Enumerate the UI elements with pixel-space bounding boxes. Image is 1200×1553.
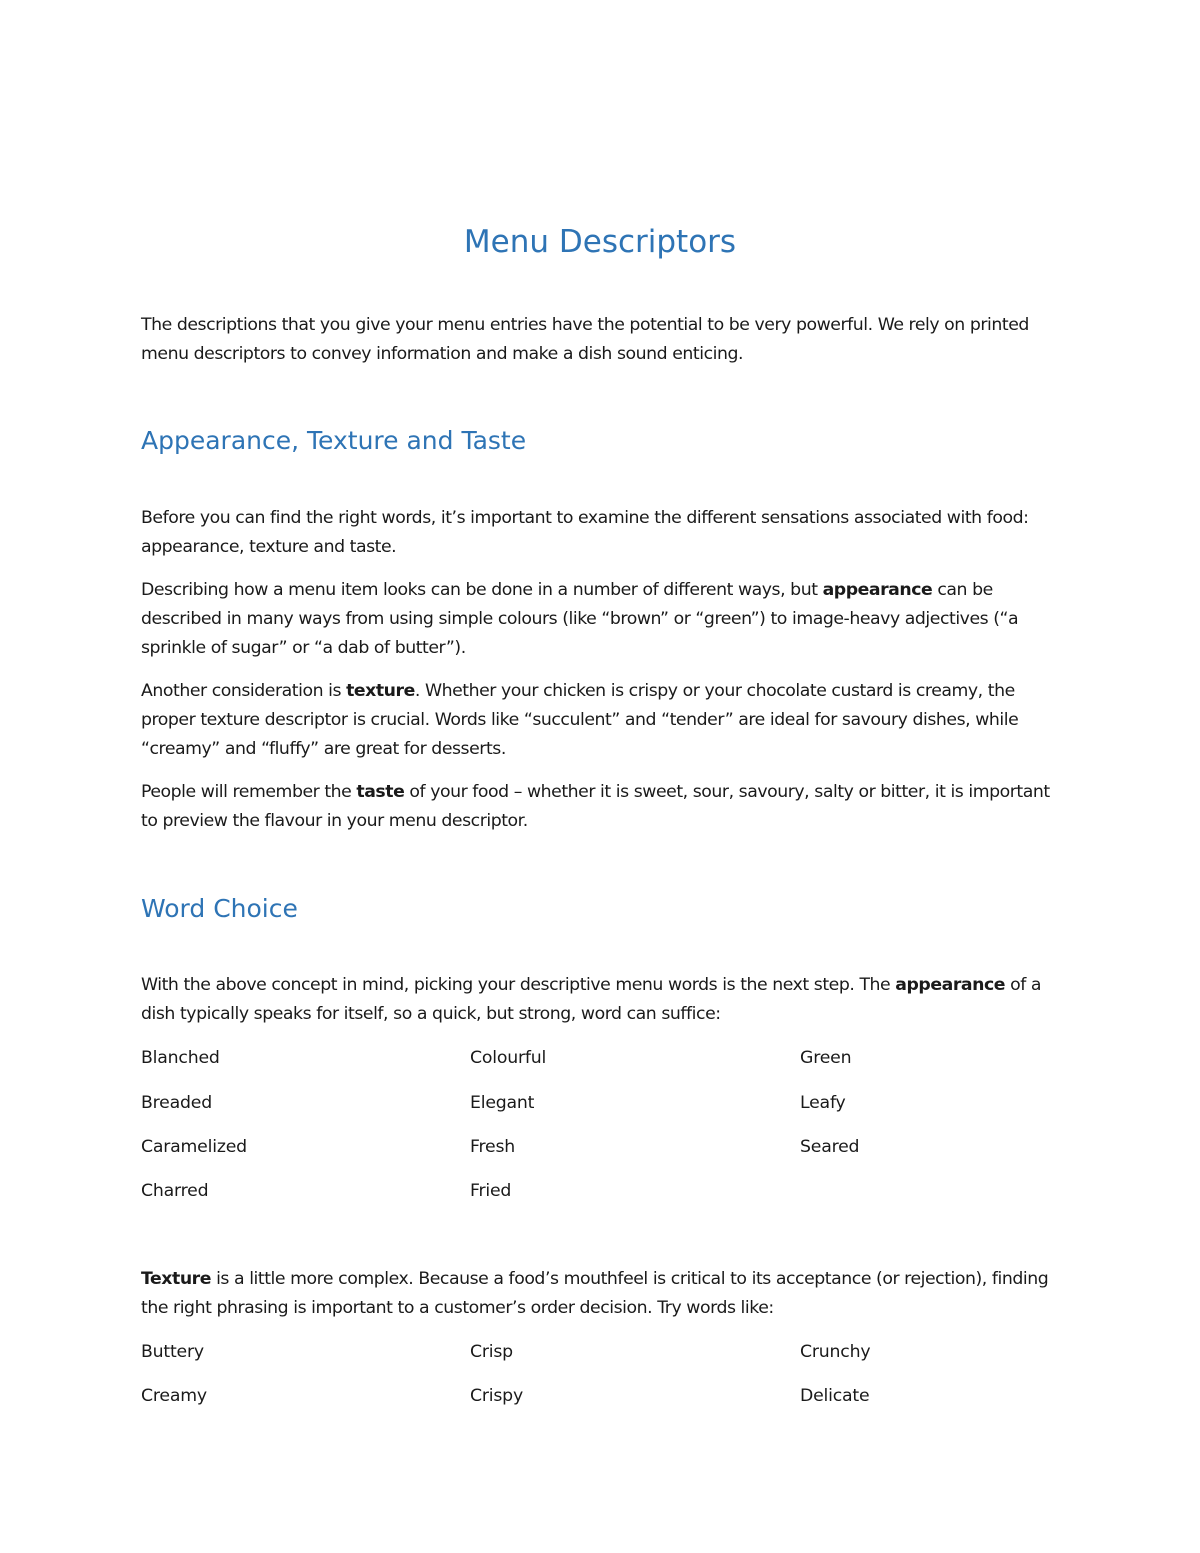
texture-paragraph: Another consideration is texture. Whether your chicken is crispy or your chocolate custard is creamy, the proper texture descriptor is crucial. Words like “succulent” and “tender” are ideal for savoury dishes, while “creamy” and “fluffy” are great for desserts. [141,681,1019,759]
list-item: Delicate [800,1386,870,1406]
list-item: Leafy [800,1093,846,1113]
document-title: Menu Descriptors [463,224,737,260]
list-item: Green [800,1048,852,1068]
list-item: Colourful [470,1048,547,1068]
taste-paragraph: People will remember the taste of your food – whether it is sweet, sour, savoury, salty or bitter, it is important to preview the flavour in your menu descriptor. [141,782,1050,831]
texture-keyword: Texture [141,1269,212,1289]
list-item: Seared [800,1137,860,1157]
section-heading-appearance-texture-taste: Appearance, Texture and Taste [141,426,527,455]
list-item: Breaded [141,1093,212,1113]
intro-paragraph: The descriptions that you give your menu entries have the potential to be very powerful. We rely on printed menu descriptors to convey information and make a dish sound enticing. [141,315,1029,364]
list-item: Buttery [141,1342,204,1362]
list-item: Creamy [141,1386,207,1406]
list-item: Crisp [470,1342,513,1362]
appearance-paragraph: Describing how a menu item looks can be done in a number of different ways, but appearance can be described in many ways from using simple colours (like “brown” or “green”) to image-heavy adjectives (“a sprinkle of sugar” or “a dab of butter”). [141,580,1019,658]
list-item: Fried [470,1181,512,1201]
list-item: Caramelized [141,1137,247,1157]
list-item: Charred [141,1181,209,1201]
appearance-keyword: appearance [822,580,933,600]
list-item: Crunchy [800,1342,871,1362]
texture-words-paragraph: Texture is a little more complex. Because a food’s mouthfeel is critical to its acceptance (or rejection), finding the right phrasing is important to a customer’s order decision. Try words like: [141,1269,1049,1318]
texture-keyword: texture [346,681,415,701]
taste-keyword: taste [356,782,405,802]
list-item: Blanched [141,1048,220,1068]
list-item: Crispy [470,1386,523,1406]
list-item: Fresh [470,1137,515,1157]
word-choice-paragraph: With the above concept in mind, picking your descriptive menu words is the next step. The appearance of a dish typically speaks for itself, so a quick, but strong, word can suffice: [141,975,1042,1024]
section-heading-word-choice: Word Choice [141,894,298,923]
list-item: Elegant [470,1093,535,1113]
sensations-paragraph: Before you can find the right words, it’s important to examine the different sensations associated with food: appearance, texture and taste. [141,508,1029,557]
appearance-keyword: appearance [895,975,1006,995]
